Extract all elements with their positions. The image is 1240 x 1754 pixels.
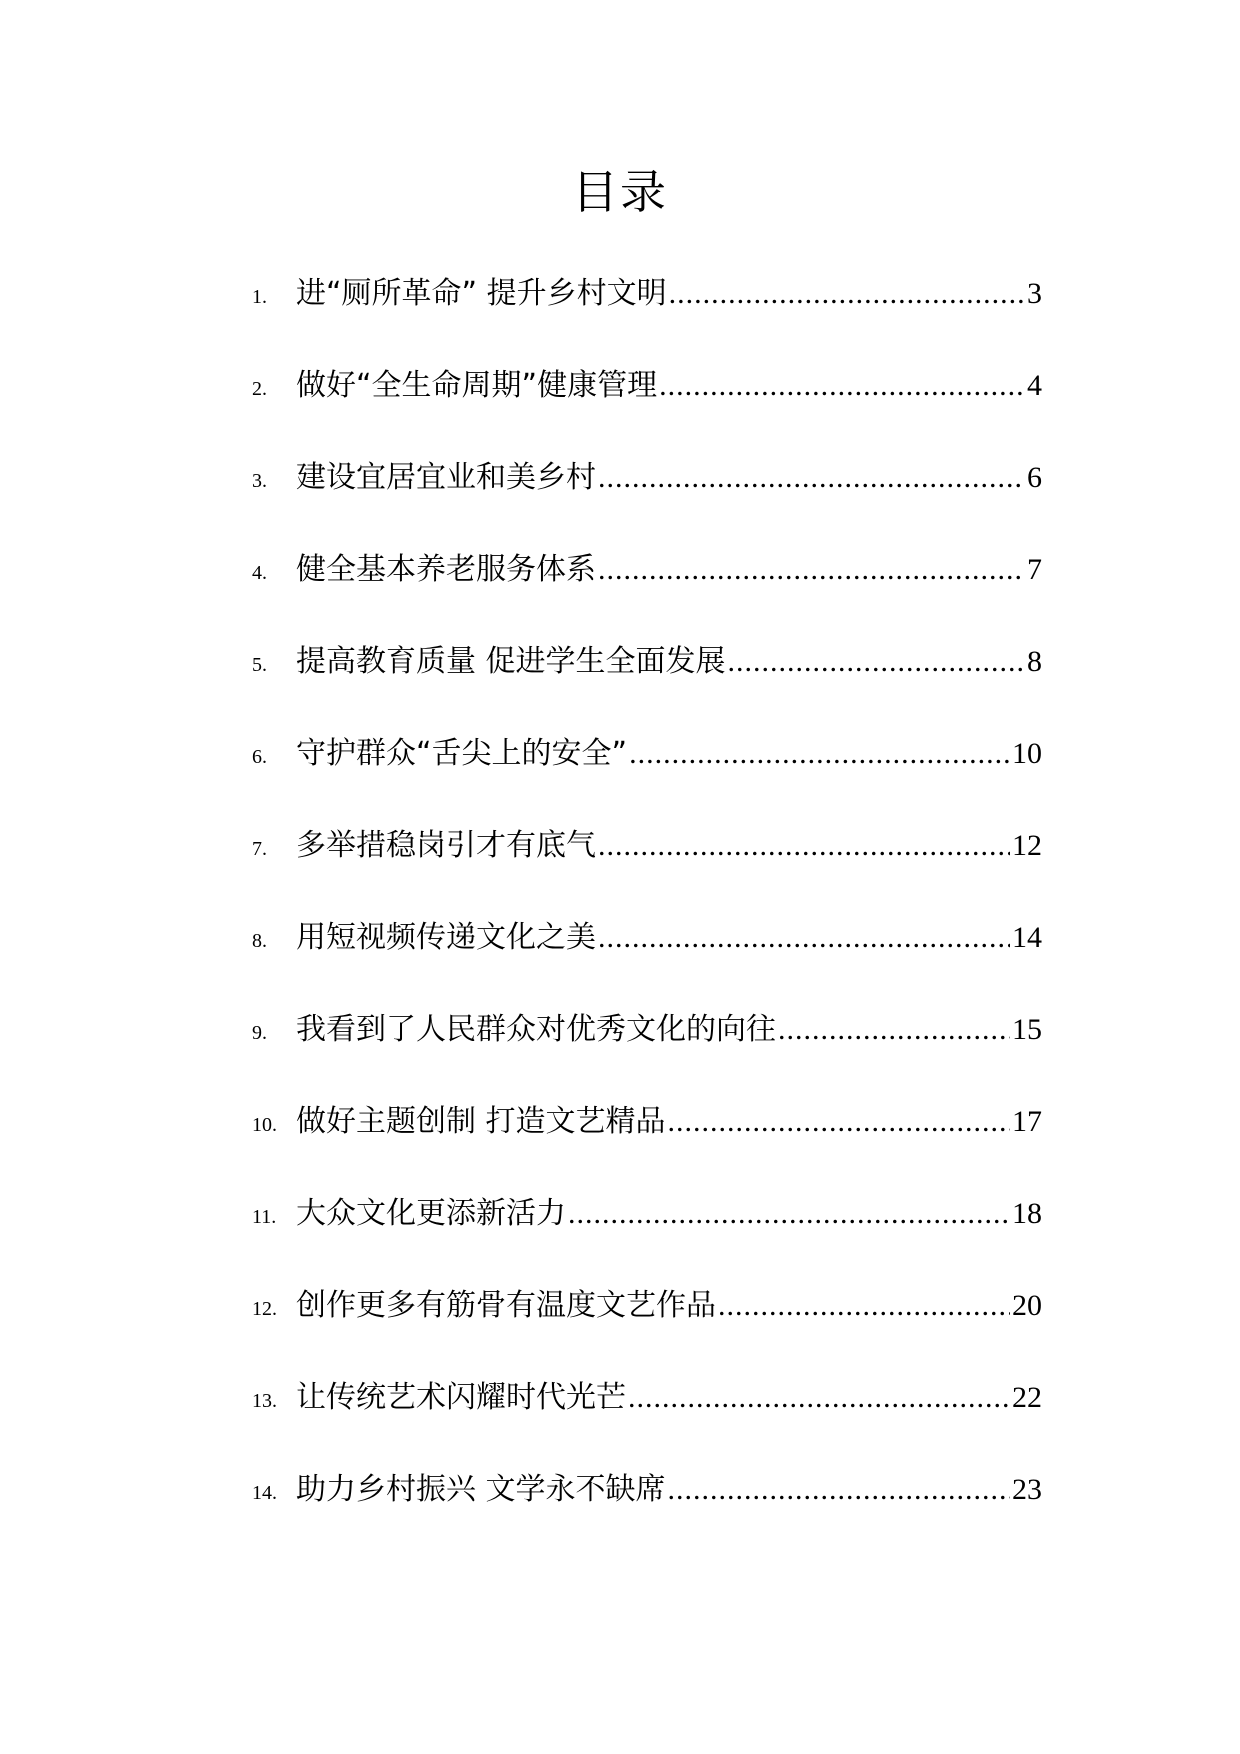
toc-entry-title: 我看到了人民群众对优秀文化的向往 (296, 1012, 776, 1047)
toc-entry[interactable] (252, 544, 1042, 636)
toc-entry-number: 3. (252, 470, 267, 492)
toc-entry-number: 9. (252, 1022, 267, 1044)
toc-entry[interactable] (252, 1280, 1042, 1372)
toc-entry-title: 用短视频传递文化之美 (296, 920, 596, 955)
toc-entry-page: 17 (1012, 1105, 1042, 1138)
toc-dot-leader (629, 737, 1010, 771)
toc-entry-page: 10 (1012, 737, 1042, 770)
toc-entry-title: 多举措稳岗引才有底气 (296, 828, 596, 863)
toc-entry-title: 让传统艺术闪耀时代光芒 (296, 1380, 626, 1415)
toc-entry-title: 守护群众“舌尖上的安全” (296, 736, 628, 771)
toc-entry-number: 7. (252, 838, 267, 860)
toc-dot-leader (668, 1105, 1010, 1139)
toc-dot-leader (778, 1013, 1010, 1047)
toc-entry[interactable] (252, 1372, 1042, 1464)
toc-dot-leader (598, 461, 1025, 495)
toc-entry-title: 做好“全生命周期”健康管理 (296, 368, 658, 403)
toc-entry-number: 5. (252, 654, 267, 676)
toc-entry-number: 10. (252, 1114, 277, 1136)
toc-list (252, 268, 1042, 1556)
toc-entry-number: 14. (252, 1482, 277, 1504)
toc-entry[interactable] (252, 1464, 1042, 1556)
toc-entry-page: 20 (1012, 1289, 1042, 1322)
toc-entry-title: 做好主题创制 打造文艺精品 (296, 1104, 666, 1139)
toc-entry-title: 健全基本养老服务体系 (296, 552, 596, 587)
toc-title: 目录 (572, 165, 668, 219)
toc-entry-number: 4. (252, 562, 267, 584)
toc-entry-page: 12 (1012, 829, 1042, 862)
toc-entry-page: 23 (1012, 1473, 1042, 1506)
toc-entry-page: 15 (1012, 1013, 1042, 1046)
toc-entry-number: 13. (252, 1390, 277, 1412)
toc-entry[interactable] (252, 360, 1042, 452)
toc-dot-leader (718, 1289, 1010, 1323)
toc-entry-page: 7 (1027, 553, 1042, 586)
toc-entry-number: 8. (252, 930, 267, 952)
toc-entry-number: 6. (252, 746, 267, 768)
toc-entry-page: 8 (1027, 645, 1042, 678)
toc-entry[interactable] (252, 728, 1042, 820)
toc-entry[interactable] (252, 636, 1042, 728)
toc-entry-number: 2. (252, 378, 267, 400)
toc-dot-leader (728, 645, 1025, 679)
toc-entry-title: 提高教育质量 促进学生全面发展 (296, 644, 726, 679)
toc-entry[interactable] (252, 1096, 1042, 1188)
toc-entry-title: 助力乡村振兴 文学永不缺席 (296, 1472, 666, 1507)
toc-entry-page: 6 (1027, 461, 1042, 494)
toc-entry-title: 大众文化更添新活力 (296, 1196, 566, 1231)
toc-entry-page: 14 (1012, 921, 1042, 954)
toc-entry-number: 12. (252, 1298, 277, 1320)
toc-entry[interactable] (252, 912, 1042, 1004)
toc-entry-number: 11. (252, 1206, 277, 1228)
toc-dot-leader (659, 369, 1025, 403)
toc-entry-page: 3 (1027, 277, 1042, 310)
toc-entry-number: 1. (252, 286, 267, 308)
toc-entry[interactable] (252, 268, 1042, 360)
toc-entry[interactable] (252, 452, 1042, 544)
toc-entry[interactable] (252, 820, 1042, 912)
toc-dot-leader (598, 553, 1025, 587)
toc-entry[interactable] (252, 1188, 1042, 1280)
toc-entry-title: 建设宜居宜业和美乡村 (296, 460, 596, 495)
toc-entry[interactable] (252, 1004, 1042, 1096)
toc-entry-page: 4 (1027, 369, 1042, 402)
toc-dot-leader (668, 1473, 1010, 1507)
toc-dot-leader (669, 277, 1025, 311)
toc-entry-title: 进“厕所革命” 提升乡村文明 (296, 276, 667, 311)
toc-dot-leader (628, 1381, 1010, 1415)
toc-dot-leader (568, 1197, 1010, 1231)
toc-dot-leader (598, 829, 1010, 863)
toc-entry-title: 创作更多有筋骨有温度文艺作品 (296, 1288, 716, 1323)
toc-dot-leader (598, 921, 1010, 955)
toc-entry-page: 18 (1012, 1197, 1042, 1230)
toc-entry-page: 22 (1012, 1381, 1042, 1414)
